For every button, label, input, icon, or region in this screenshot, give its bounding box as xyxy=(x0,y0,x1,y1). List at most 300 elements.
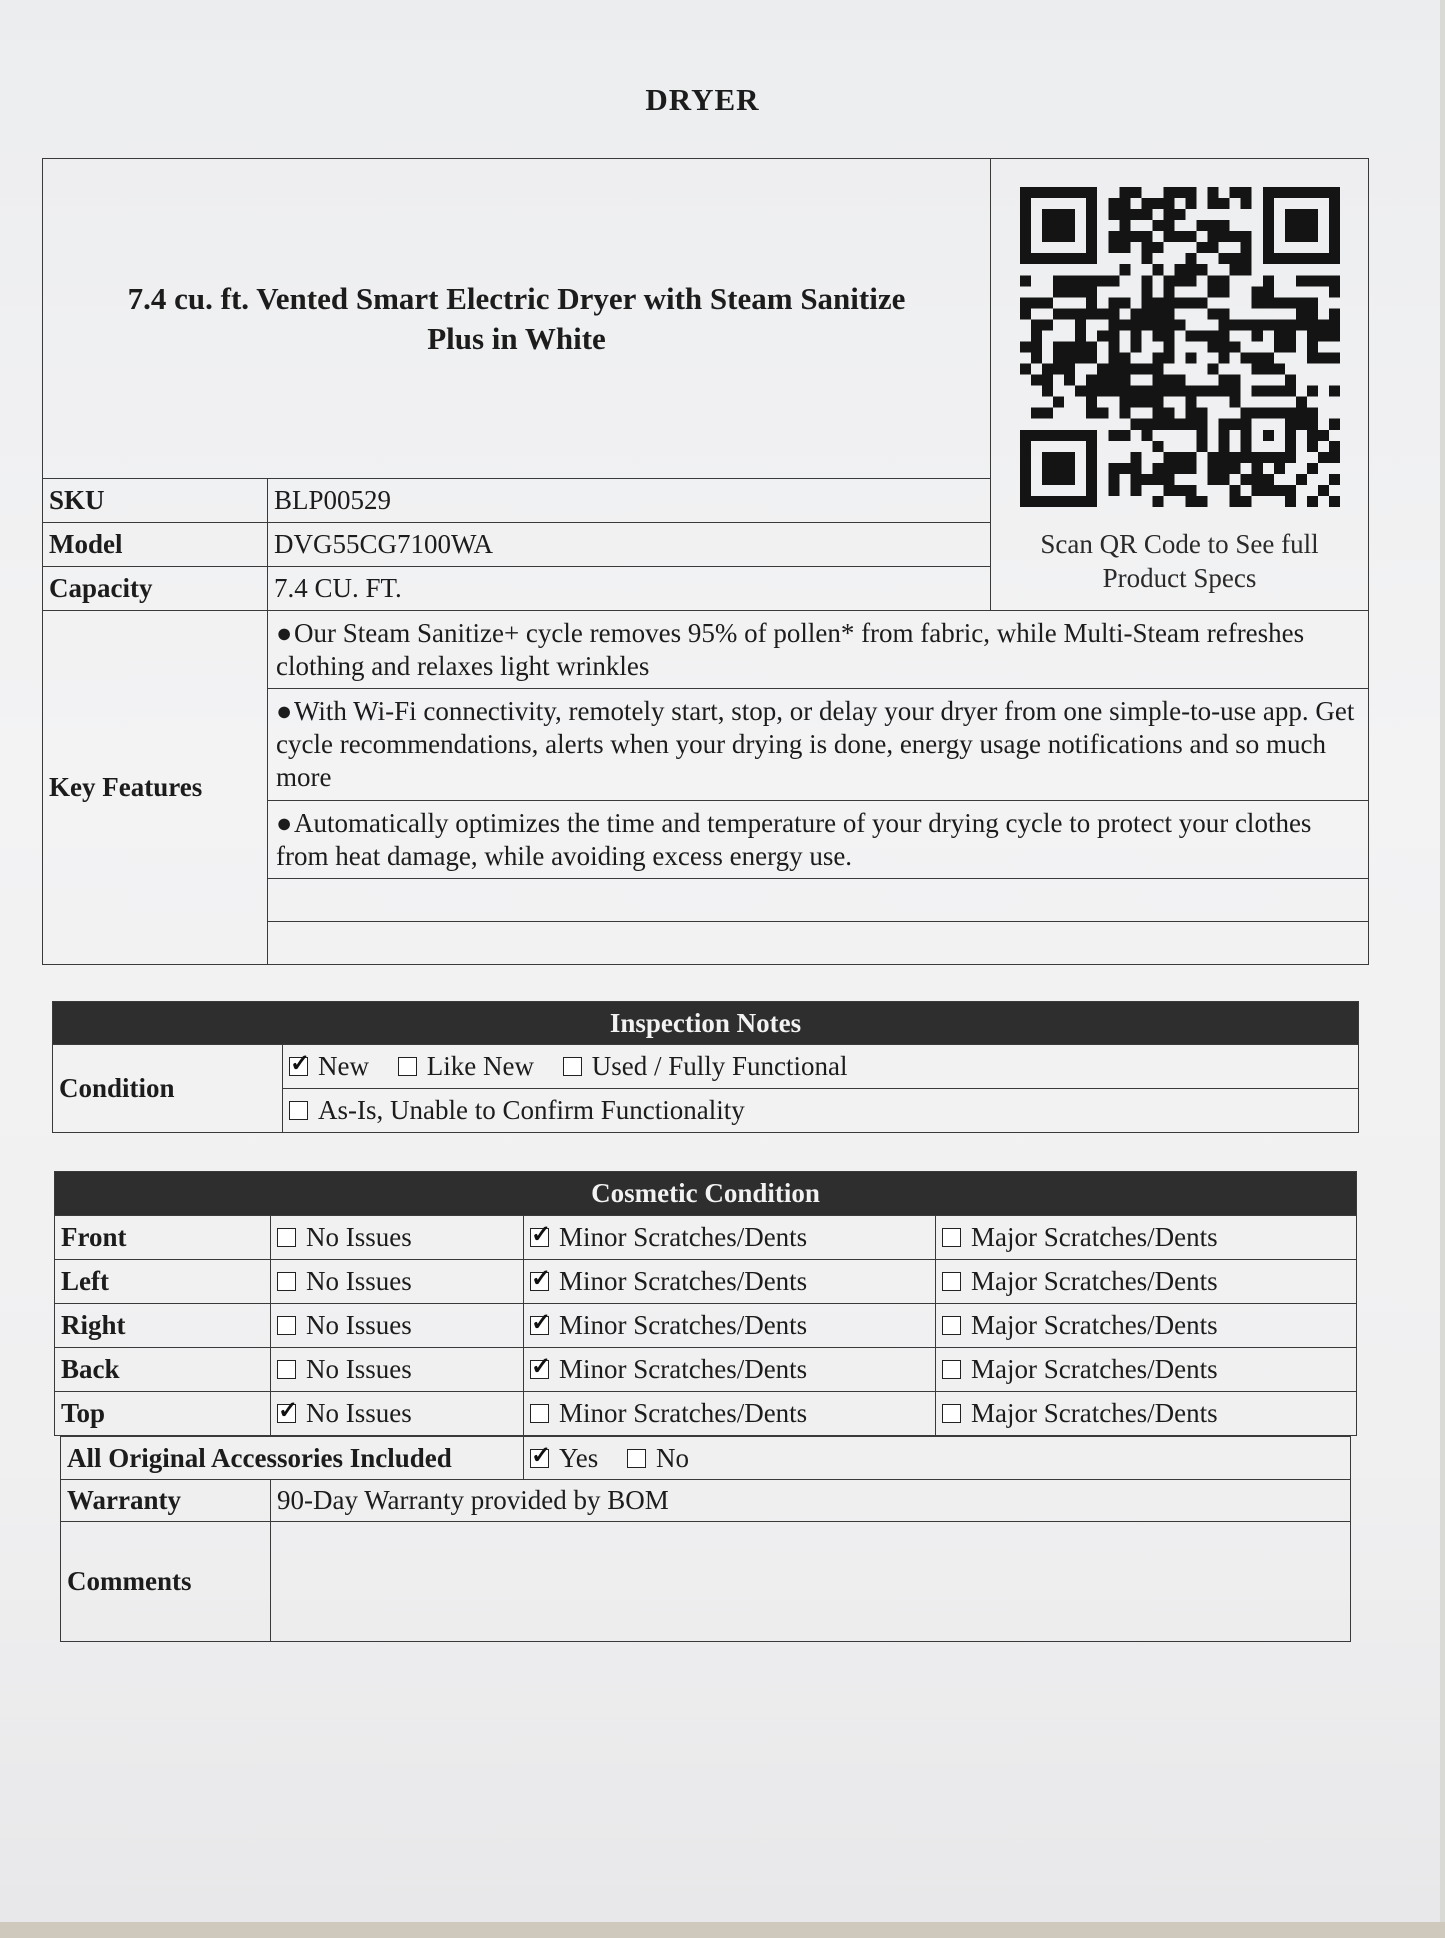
option-label: No Issues xyxy=(306,1222,412,1252)
no-issues-option[interactable] xyxy=(271,1348,524,1392)
qr-module xyxy=(1042,297,1053,308)
qr-module xyxy=(1020,441,1031,452)
option-label: As-Is, Unable to Confirm Functionality xyxy=(318,1095,745,1125)
qr-module xyxy=(1295,209,1306,220)
option-label: No Issues xyxy=(306,1354,412,1384)
qr-module xyxy=(1218,386,1229,397)
cosmetic-row xyxy=(55,1260,1357,1304)
accessories-label: All Original Accessories Included xyxy=(61,1437,524,1480)
qr-module xyxy=(1218,220,1229,231)
qr-module xyxy=(1251,286,1262,297)
qr-module xyxy=(1229,231,1240,242)
sku-value: BLP00529 xyxy=(268,479,991,523)
qr-module xyxy=(1108,242,1119,253)
qr-module xyxy=(1020,474,1031,485)
qr-module xyxy=(1240,253,1251,264)
checkbox-icon[interactable] xyxy=(942,1272,961,1291)
qr-module xyxy=(1163,275,1174,286)
qr-module xyxy=(1328,286,1339,297)
checkbox-icon[interactable] xyxy=(563,1057,582,1076)
document-title: DRYER xyxy=(645,82,760,117)
qr-module xyxy=(1306,353,1317,364)
qr-module xyxy=(1262,297,1273,308)
qr-module xyxy=(1207,231,1218,242)
option-label: Minor Scratches/Dents xyxy=(559,1266,808,1296)
checkbox-icon[interactable] xyxy=(942,1404,961,1423)
qr-module xyxy=(1108,341,1119,352)
checkbox-icon[interactable] xyxy=(530,1404,549,1423)
qr-module xyxy=(1306,231,1317,242)
qr-module xyxy=(1075,308,1086,319)
qr-module xyxy=(1328,474,1339,485)
product-title-line-2: Plus in White xyxy=(427,320,606,356)
qr-module xyxy=(1306,308,1317,319)
qr-module xyxy=(1163,341,1174,352)
qr-module xyxy=(1262,430,1273,441)
qr-module xyxy=(1119,386,1130,397)
qr-module xyxy=(1218,452,1229,463)
qr-module xyxy=(1130,419,1141,430)
qr-module xyxy=(1207,242,1218,253)
qr-module xyxy=(1075,430,1086,441)
qr-module xyxy=(1185,198,1196,209)
qr-module xyxy=(1020,231,1031,242)
checkbox-icon[interactable] xyxy=(530,1449,549,1468)
qr-module xyxy=(1064,430,1075,441)
major-scratches-option[interactable] xyxy=(936,1392,1357,1436)
qr-module xyxy=(1097,364,1108,375)
qr-module xyxy=(1141,286,1152,297)
qr-module xyxy=(1185,386,1196,397)
qr-module xyxy=(1042,364,1053,375)
qr-code-image[interactable] xyxy=(1020,187,1340,507)
feature-empty-row[interactable] xyxy=(268,922,1369,965)
checkbox-icon[interactable] xyxy=(530,1228,549,1247)
qr-cell xyxy=(991,159,1369,611)
qr-module xyxy=(1207,463,1218,474)
option-label: Used / Fully Functional xyxy=(591,1051,848,1081)
qr-module xyxy=(1273,364,1284,375)
qr-module xyxy=(1218,341,1229,352)
qr-module xyxy=(1218,308,1229,319)
cosmetic-row xyxy=(55,1392,1357,1436)
qr-module xyxy=(1086,353,1097,364)
qr-module xyxy=(1218,330,1229,341)
qr-module xyxy=(1196,419,1207,430)
qr-module xyxy=(1284,375,1295,386)
qr-caption-line-2: Product Specs xyxy=(1102,563,1257,593)
qr-module xyxy=(1163,231,1174,242)
feature-item xyxy=(268,801,1369,879)
side-label: Front xyxy=(55,1216,271,1260)
qr-module xyxy=(1240,319,1251,330)
capacity-value: 7.4 CU. FT. xyxy=(268,567,991,611)
qr-module xyxy=(1251,364,1262,375)
qr-module xyxy=(1328,220,1339,231)
qr-module xyxy=(1163,319,1174,330)
no-issues-option[interactable] xyxy=(271,1260,524,1304)
condition-option-used[interactable] xyxy=(563,1051,848,1082)
qr-module xyxy=(1240,353,1251,364)
qr-module xyxy=(1306,319,1317,330)
accessories-yes-option[interactable] xyxy=(530,1443,598,1474)
qr-module xyxy=(1119,187,1130,198)
qr-module xyxy=(1229,386,1240,397)
qr-module xyxy=(1064,452,1075,463)
qr-module xyxy=(1207,364,1218,375)
qr-module xyxy=(1152,242,1163,253)
checkbox-icon[interactable] xyxy=(530,1272,549,1291)
qr-module xyxy=(1262,253,1273,264)
feature-empty-row[interactable] xyxy=(268,879,1369,922)
qr-module xyxy=(1152,264,1163,275)
qr-module xyxy=(1163,353,1174,364)
qr-module xyxy=(1053,430,1064,441)
comments-field[interactable] xyxy=(271,1522,1351,1642)
minor-scratches-option[interactable] xyxy=(524,1260,936,1304)
qr-module xyxy=(1053,341,1064,352)
option-label: Minor Scratches/Dents xyxy=(559,1310,808,1340)
qr-module xyxy=(1020,253,1031,264)
checkbox-icon[interactable] xyxy=(277,1272,296,1291)
qr-module xyxy=(1163,386,1174,397)
accessories-no-option[interactable] xyxy=(627,1443,689,1474)
qr-module xyxy=(1064,353,1075,364)
qr-module xyxy=(1053,463,1064,474)
qr-module xyxy=(1163,330,1174,341)
qr-module xyxy=(1141,386,1152,397)
cosmetic-condition-header: Cosmetic Condition xyxy=(55,1172,1357,1216)
cosmetic-row xyxy=(55,1348,1357,1392)
qr-module xyxy=(1141,209,1152,220)
option-label: Major Scratches/Dents xyxy=(971,1266,1218,1296)
qr-module xyxy=(1262,474,1273,485)
qr-module xyxy=(1130,187,1141,198)
qr-module xyxy=(1174,386,1185,397)
qr-module xyxy=(1295,474,1306,485)
qr-module xyxy=(1042,319,1053,330)
checkbox-icon[interactable] xyxy=(277,1404,296,1423)
qr-module xyxy=(1075,496,1086,507)
checkbox-icon[interactable] xyxy=(942,1360,961,1379)
qr-module xyxy=(1152,419,1163,430)
qr-module xyxy=(1262,209,1273,220)
qr-module xyxy=(1196,330,1207,341)
qr-module xyxy=(1229,319,1240,330)
qr-module xyxy=(1097,375,1108,386)
qr-module xyxy=(1317,187,1328,198)
qr-module xyxy=(1317,430,1328,441)
qr-module xyxy=(1295,297,1306,308)
qr-module xyxy=(1152,308,1163,319)
qr-module xyxy=(1119,220,1130,231)
checkbox-icon[interactable] xyxy=(289,1057,308,1076)
qr-module xyxy=(1262,485,1273,496)
qr-module xyxy=(1273,452,1284,463)
model-value: DVG55CG7100WA xyxy=(268,523,991,567)
qr-module xyxy=(1130,364,1141,375)
qr-module xyxy=(1086,297,1097,308)
qr-module xyxy=(1273,341,1284,352)
qr-module xyxy=(1064,209,1075,220)
qr-module xyxy=(1086,496,1097,507)
qr-module xyxy=(1031,375,1042,386)
qr-module xyxy=(1262,187,1273,198)
qr-module xyxy=(1306,463,1317,474)
bullet-icon: ● xyxy=(276,617,293,648)
qr-module xyxy=(1108,474,1119,485)
minor-scratches-option[interactable] xyxy=(524,1304,936,1348)
qr-module xyxy=(1075,386,1086,397)
qr-module xyxy=(1185,485,1196,496)
qr-module xyxy=(1174,419,1185,430)
qr-module xyxy=(1064,220,1075,231)
qr-module xyxy=(1086,198,1097,209)
qr-module xyxy=(1306,441,1317,452)
qr-module xyxy=(1020,220,1031,231)
qr-module xyxy=(1207,275,1218,286)
qr-module xyxy=(1218,275,1229,286)
qr-module xyxy=(1174,452,1185,463)
qr-module xyxy=(1141,253,1152,264)
checkbox-icon[interactable] xyxy=(530,1316,549,1335)
qr-module xyxy=(1075,187,1086,198)
qr-module xyxy=(1108,198,1119,209)
qr-module xyxy=(1141,275,1152,286)
qr-module xyxy=(1306,187,1317,198)
qr-module xyxy=(1218,441,1229,452)
qr-module xyxy=(1031,187,1042,198)
qr-module xyxy=(1196,297,1207,308)
qr-module xyxy=(1075,353,1086,364)
major-scratches-option[interactable] xyxy=(936,1304,1357,1348)
qr-module xyxy=(1284,441,1295,452)
checkbox-icon[interactable] xyxy=(627,1449,646,1468)
qr-module xyxy=(1108,209,1119,220)
qr-module xyxy=(1262,408,1273,419)
qr-module xyxy=(1152,397,1163,408)
qr-module xyxy=(1207,220,1218,231)
qr-module xyxy=(1141,364,1152,375)
qr-module xyxy=(1295,231,1306,242)
qr-module xyxy=(1240,198,1251,209)
option-label: Minor Scratches/Dents xyxy=(559,1354,808,1384)
qr-module xyxy=(1053,187,1064,198)
qr-module xyxy=(1273,253,1284,264)
qr-module xyxy=(1317,319,1328,330)
cosmetic-row xyxy=(55,1304,1357,1348)
qr-module xyxy=(1196,430,1207,441)
qr-module xyxy=(1174,264,1185,275)
qr-module xyxy=(1240,187,1251,198)
cosmetic-condition-table xyxy=(54,1171,1357,1436)
checkbox-icon[interactable] xyxy=(277,1316,296,1335)
qr-module xyxy=(1174,297,1185,308)
qr-module xyxy=(1240,264,1251,275)
qr-module xyxy=(1196,220,1207,231)
no-issues-option[interactable] xyxy=(271,1304,524,1348)
qr-module xyxy=(1229,452,1240,463)
qr-module xyxy=(1119,463,1130,474)
bullet-icon: ● xyxy=(276,807,293,838)
minor-scratches-option[interactable] xyxy=(524,1348,936,1392)
qr-module xyxy=(1284,220,1295,231)
condition-option-new[interactable] xyxy=(289,1051,369,1082)
qr-module xyxy=(1317,330,1328,341)
side-label: Left xyxy=(55,1260,271,1304)
product-table xyxy=(42,158,1369,965)
qr-module xyxy=(1152,408,1163,419)
qr-module xyxy=(1273,463,1284,474)
qr-module xyxy=(1141,430,1152,441)
qr-module xyxy=(1020,209,1031,220)
qr-module xyxy=(1229,341,1240,352)
qr-module xyxy=(1119,364,1130,375)
major-scratches-option[interactable] xyxy=(936,1260,1357,1304)
qr-caption-line-1: Scan QR Code to See full xyxy=(1040,529,1319,559)
option-label: Major Scratches/Dents xyxy=(971,1398,1218,1428)
qr-module xyxy=(1185,419,1196,430)
qr-module xyxy=(1130,485,1141,496)
qr-module xyxy=(1262,198,1273,209)
qr-module xyxy=(1042,231,1053,242)
qr-module xyxy=(1152,220,1163,231)
qr-module xyxy=(1163,419,1174,430)
qr-module xyxy=(1130,330,1141,341)
qr-module xyxy=(1251,297,1262,308)
qr-module xyxy=(1152,463,1163,474)
qr-module xyxy=(1108,353,1119,364)
qr-module xyxy=(1273,187,1284,198)
minor-scratches-option[interactable] xyxy=(524,1216,936,1260)
checkbox-icon[interactable] xyxy=(289,1101,308,1120)
qr-module xyxy=(1108,375,1119,386)
qr-module xyxy=(1218,198,1229,209)
condition-option-like-new[interactable] xyxy=(398,1051,534,1082)
qr-module xyxy=(1141,397,1152,408)
qr-module xyxy=(1251,353,1262,364)
qr-module xyxy=(1031,253,1042,264)
condition-option-as-is[interactable] xyxy=(283,1089,1359,1133)
qr-module xyxy=(1229,496,1240,507)
checkbox-icon[interactable] xyxy=(277,1360,296,1379)
qr-module xyxy=(1229,187,1240,198)
qr-module xyxy=(1218,253,1229,264)
qr-module xyxy=(1317,353,1328,364)
qr-module xyxy=(1328,441,1339,452)
major-scratches-option[interactable] xyxy=(936,1216,1357,1260)
qr-module xyxy=(1130,209,1141,220)
qr-module xyxy=(1064,341,1075,352)
side-label: Top xyxy=(55,1392,271,1436)
option-label: Major Scratches/Dents xyxy=(971,1310,1218,1340)
qr-module xyxy=(1152,441,1163,452)
qr-module xyxy=(1284,386,1295,397)
qr-module xyxy=(1086,209,1097,220)
qr-module xyxy=(1207,198,1218,209)
qr-module xyxy=(1328,353,1339,364)
qr-module xyxy=(1064,286,1075,297)
qr-module xyxy=(1108,275,1119,286)
qr-module xyxy=(1262,242,1273,253)
qr-module xyxy=(1196,496,1207,507)
qr-module xyxy=(1306,408,1317,419)
qr-module xyxy=(1020,297,1031,308)
qr-module xyxy=(1042,463,1053,474)
qr-module xyxy=(1207,330,1218,341)
qr-module xyxy=(1042,375,1053,386)
product-title-line-1: 7.4 cu. ft. Vented Smart Electric Dryer with Steam Sanitize xyxy=(127,280,906,316)
warranty-label: Warranty xyxy=(61,1480,271,1522)
qr-module xyxy=(1020,187,1031,198)
feature-text: Automatically optimizes the time and temperature of your drying cycle to protect your clothes from heat damage, while avoiding excess energy use. xyxy=(276,807,1312,871)
qr-module xyxy=(1306,253,1317,264)
qr-module xyxy=(1295,308,1306,319)
no-issues-option[interactable] xyxy=(271,1392,524,1436)
checkbox-icon[interactable] xyxy=(942,1316,961,1335)
qr-module xyxy=(1251,485,1262,496)
qr-module xyxy=(1229,253,1240,264)
no-issues-option[interactable] xyxy=(271,1216,524,1260)
product-title xyxy=(43,159,991,479)
qr-module xyxy=(1031,353,1042,364)
qr-module xyxy=(1108,308,1119,319)
qr-module xyxy=(1020,463,1031,474)
qr-module xyxy=(1086,220,1097,231)
qr-module xyxy=(1141,297,1152,308)
qr-module xyxy=(1262,353,1273,364)
checkbox-icon[interactable] xyxy=(530,1360,549,1379)
model-label: Model xyxy=(43,523,268,567)
inspection-notes-table xyxy=(52,1001,1359,1133)
qr-module xyxy=(1163,286,1174,297)
qr-module xyxy=(1229,419,1240,430)
qr-module xyxy=(1064,496,1075,507)
qr-module xyxy=(1185,297,1196,308)
qr-module xyxy=(1317,275,1328,286)
qr-module xyxy=(1031,330,1042,341)
checkbox-icon[interactable] xyxy=(277,1228,296,1247)
major-scratches-option[interactable] xyxy=(936,1348,1357,1392)
qr-module xyxy=(1174,463,1185,474)
qr-module xyxy=(1086,187,1097,198)
qr-module xyxy=(1119,319,1130,330)
qr-module xyxy=(1207,341,1218,352)
qr-module xyxy=(1053,496,1064,507)
accessories-options xyxy=(524,1437,1351,1480)
qr-module xyxy=(1097,330,1108,341)
qr-module xyxy=(1108,297,1119,308)
qr-module xyxy=(1251,463,1262,474)
qr-module xyxy=(1185,496,1196,507)
checkbox-icon[interactable] xyxy=(398,1057,417,1076)
qr-module xyxy=(1086,231,1097,242)
qr-module xyxy=(1262,319,1273,330)
qr-module xyxy=(1053,452,1064,463)
qr-module xyxy=(1306,220,1317,231)
qr-module xyxy=(1306,297,1317,308)
qr-module xyxy=(1130,463,1141,474)
qr-module xyxy=(1108,231,1119,242)
qr-module xyxy=(1262,452,1273,463)
qr-module xyxy=(1086,452,1097,463)
qr-module xyxy=(1196,441,1207,452)
qr-module xyxy=(1152,364,1163,375)
checkbox-icon[interactable] xyxy=(942,1228,961,1247)
qr-module xyxy=(1262,231,1273,242)
minor-scratches-option[interactable] xyxy=(524,1392,936,1436)
qr-module xyxy=(1064,253,1075,264)
